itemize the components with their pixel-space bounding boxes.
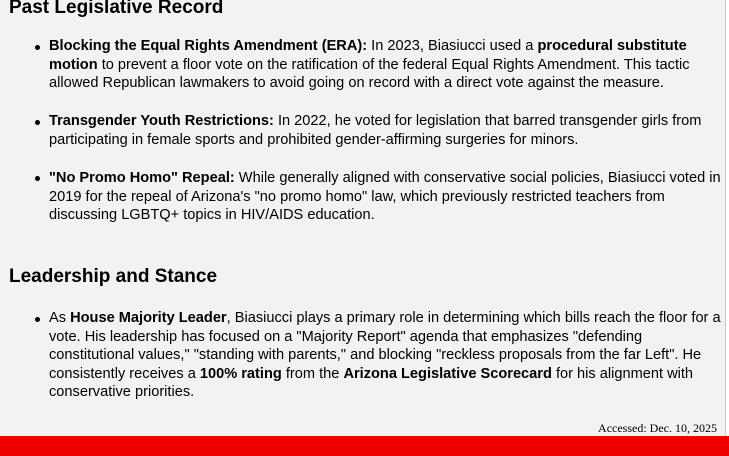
section-heading-past-legislative-record: Past Legislative Record (9, 0, 224, 18)
item-emphasis: Arizona Legislative Scorecard (343, 365, 552, 382)
item-lead: Transgender Youth Restrictions: (49, 113, 274, 130)
past-record-list (0, 37, 726, 225)
list-item (0, 37, 726, 93)
item-emphasis: 100% rating (199, 365, 282, 382)
item-text: to prevent a floor vote on the ratification of the federal Equal Rights Amendment. This tactic allowed Republican lawmakers to avoid going on record with a direct vote against the measure. (49, 56, 690, 92)
list-item (0, 309, 726, 402)
item-text: In 2022, he voted for legislation that barred transgender girls from participating in female sports and prohibited gender-affirming surgeries for minors. (49, 113, 702, 148)
item-lead: Blocking the Equal Rights Amendment (ERA): (49, 38, 368, 54)
item-emphasis: procedural substitute motion (49, 38, 687, 73)
item-text: from the (281, 365, 344, 382)
item-emphasis: House Majority Leader (70, 310, 227, 326)
accessed-date: Accessed: Dec. 10, 2025 (598, 421, 717, 435)
item-text: , Biasiucci plays a primary role in determining which bills reach the floor for a vote. His leadership has focused on a "Majority Report" agenda that emphasizes "defending constitutional values," "standing with parents," and blocking "reckless proposals from the far Left". He consistently receives a (49, 310, 721, 382)
item-text: In 2023, Biasiucci used a (367, 38, 538, 54)
item-text: for his alignment with conservative priorities. (49, 365, 694, 401)
list-item (0, 169, 726, 225)
item-text: While generally aligned with conservative social policies, Biasiucci voted in 2019 for the repeal of Arizona's "no promo homo" law, which previously restricted teachers from discussing LGBTQ+ topics in HIV/AIDS education. (49, 169, 721, 224)
section-heading-leadership-and-stance: Leadership and Stance (9, 266, 218, 287)
item-text: As (49, 310, 71, 326)
list-item (0, 112, 726, 149)
item-lead: "No Promo Homo" Repeal: (49, 169, 235, 186)
leadership-list (0, 309, 726, 402)
footer-red-bar (0, 436, 729, 456)
